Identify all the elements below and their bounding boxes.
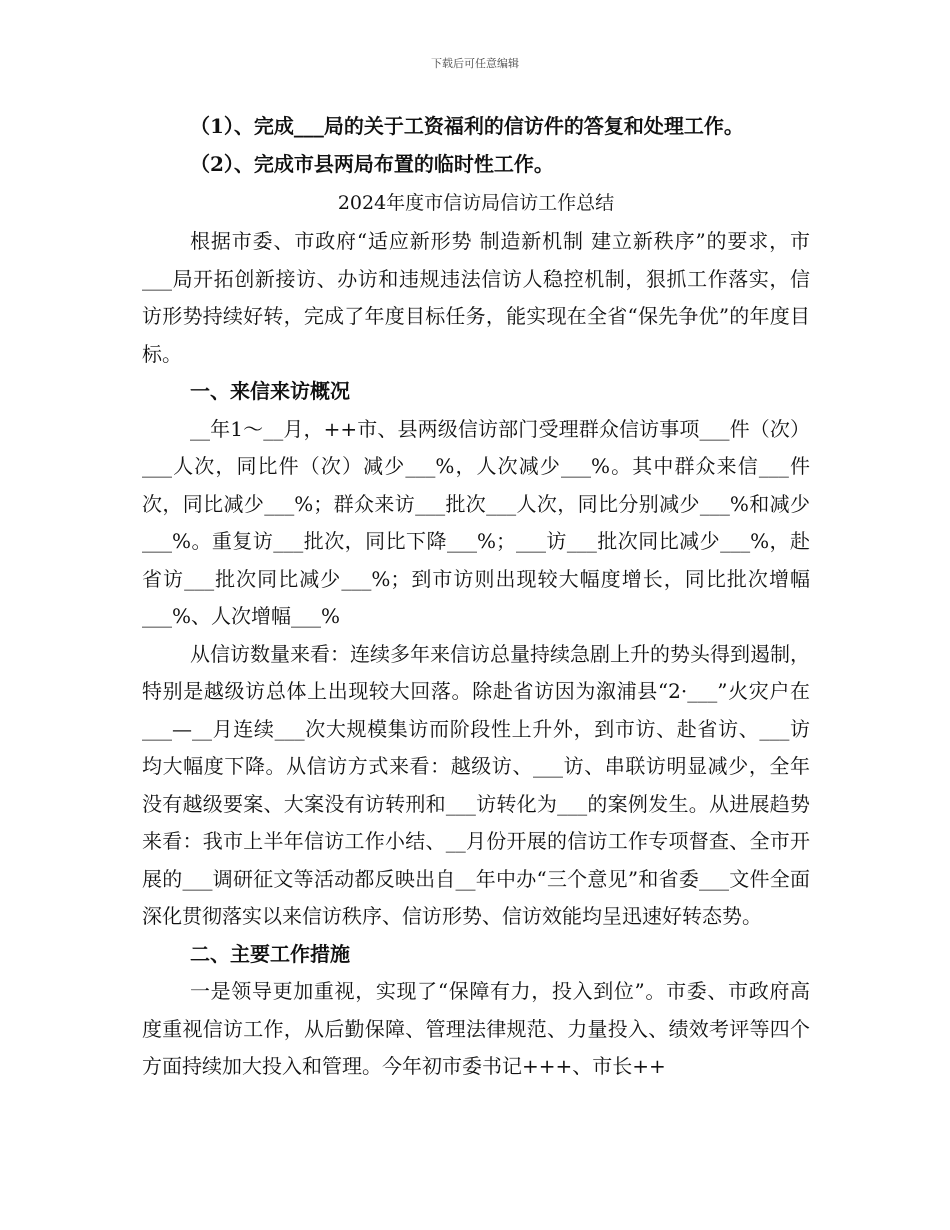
- document-body: [142, 108, 810, 1086]
- page-header-note: 下载后可任意编辑: [431, 57, 519, 70]
- list-item-1: （1）、完成___局的关于工资福利的信访件的答复和处理工作。: [190, 114, 744, 138]
- document-title: 2024年度市信访局信访工作总结: [337, 192, 615, 214]
- list-item-2: （2）、完成市县两局布置的临时性工作。: [190, 151, 554, 176]
- paragraph-statistics: __年1～__月，++市、县两级信访部门受理群众信访事项___件（次）___人次，同比件（次）减少___%，人次减少___%。其中群众来信___件次，同比减少___%；群众来访___批次___人次，同比分别减少___%和减少___%。重复访___批次，同比下降___%；___访___批次同比减少___%，赴省访___批次同比减少___%；到市访则出现较大幅度增长，同比批次增幅___%、人次增幅___%: [142, 416, 810, 628]
- section-heading-1: 一、来信来访概况: [190, 379, 350, 403]
- paragraph-measures: 一是领导更加重视，实现了“保障有力，投入到位”。市委、市政府高度重视信访工作，从后勤保障、管理法律规范、力量投入、绩效考评等四个方面持续加大投入和管理。今年初市委书记+++、市长++: [142, 979, 810, 1078]
- section-heading-2: 二、主要工作措施: [190, 941, 350, 966]
- paragraph-intro: 根据市委、市政府“适应新形势 制造新机制 建立新秩序”的要求，市___局开拓创新接访、办访和违规违法信访人稳控机制，狠抓工作落实，信访形势持续好转，完成了年度目标任务，能实现在全省“保先争优”的年度目标。: [142, 229, 810, 366]
- paragraph-analysis: 从信访数量来看：连续多年来信访总量持续急剧上升的势头得到遏制，特别是越级访总体上出现较大回落。除赴省访因为溆浦县“2·___”火灾户在___—__月连续___次大规模集访而阶段性上升外，到市访、赴省访、___访均大幅度下降。从信访方式来看：越级访、___访、串联访明显减少，全年没有越级要案、大案没有访转刑和___访转化为___的案例发生。从进展趋势来看：我市上半年信访工作小结、__月份开展的信访工作专项督查、全市开展的___调研征文等活动都反映出自__年中办“三个意见”和省委___文件全面深化贯彻落实以来信访秩序、信访形势、信访效能均呈迅速好转态势。: [142, 641, 810, 928]
